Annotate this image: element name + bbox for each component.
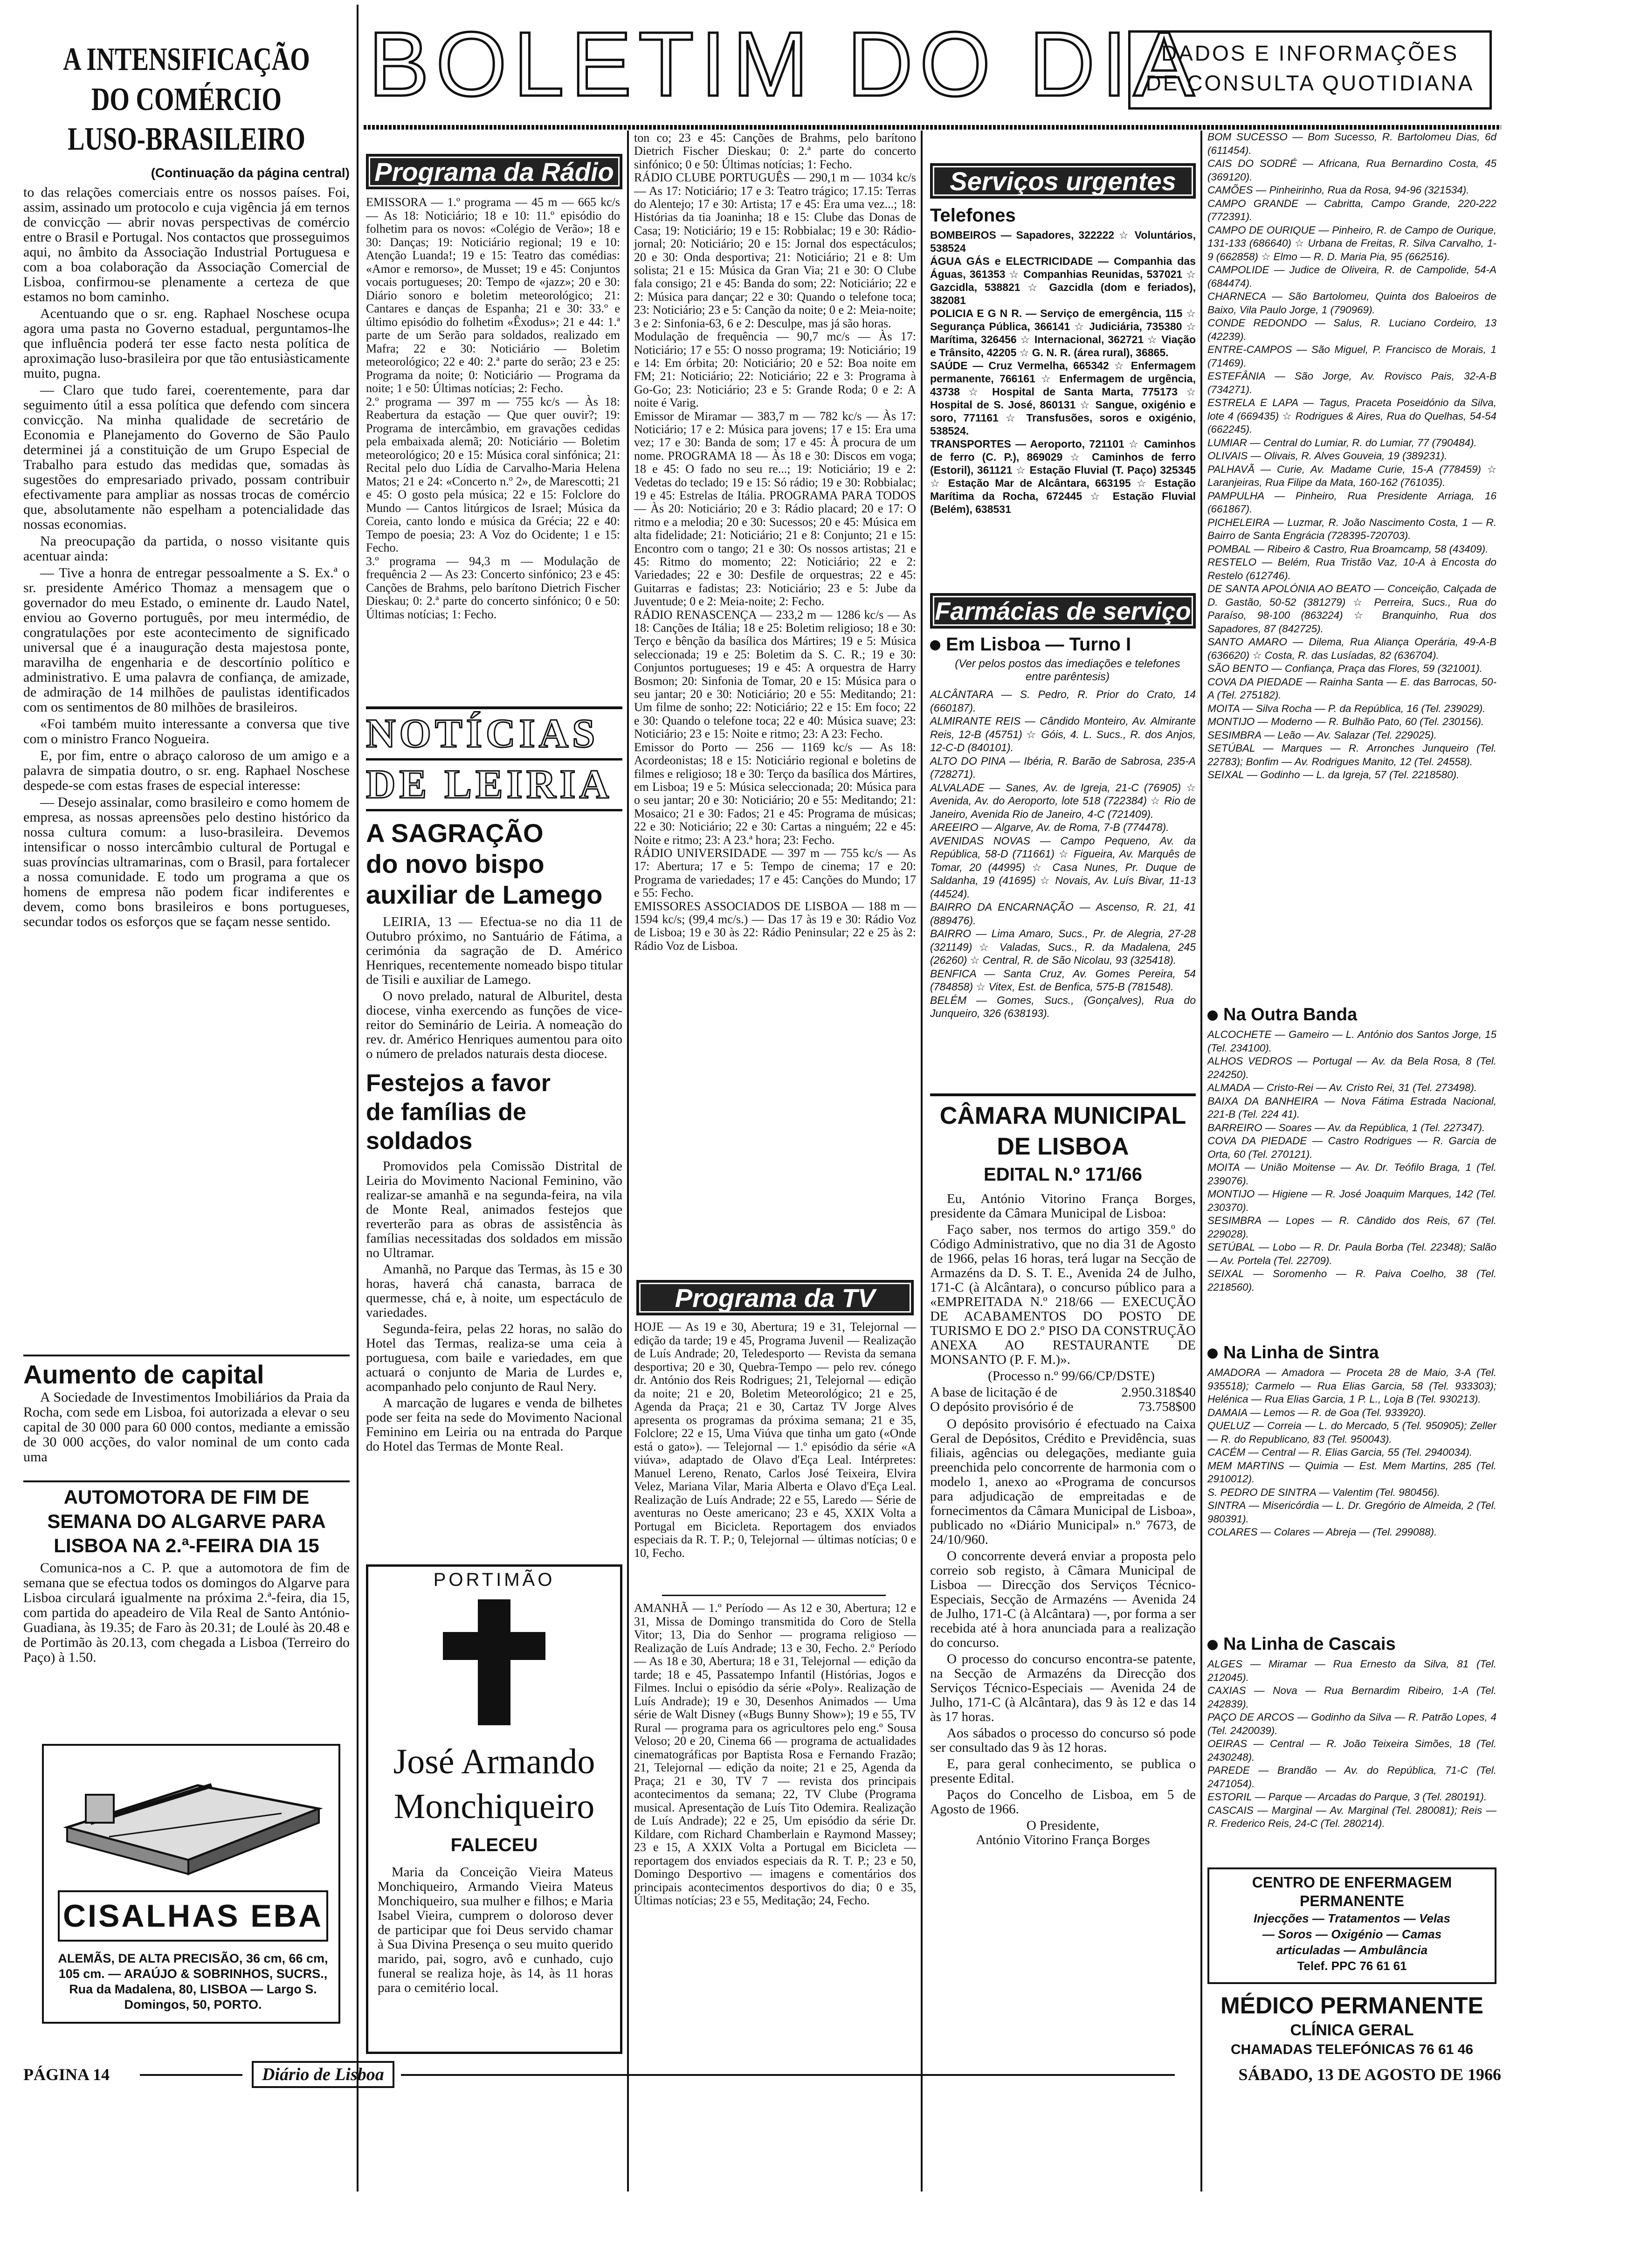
article-paragraph: Promovidos pela Comissão Distrital de Leiria do Movimento Nacional Feminino, vão realizar-se amanhã e na segunda-feira, na vila de Monte Real, animados festejos que reverterão para as obras de assistência às famílias necessitadas dos soldados em missão no Ultramar. [366, 1159, 622, 1260]
article-paragraph: Segunda-feira, pelas 22 horas, no salão do Hotel das Termas, realiza-se uma ceia à portuguesa, com baile e variedades, em que actuará o conjunto de Maria de Lurdes e, acompanhado pelo conjunto de Raul Nery. [366, 1321, 622, 1394]
farmacias-lisboa-continued: BOM SUCESSO — Bom Sucesso, R. Bartolomeu Dias, 6d (611454). CAIS DO SODRÉ — Africana, Rua Bernardino Costa, 45 (369120). CAMÕES — Pinheirinho, Rua da Rosa, 94-96 (321534). CAMPO GRANDE — Cabritta, Campo Grande, 220-222 (772391). CAMPO DE OURIQUE — Pinheiro, R. de Campo de Ourique, 131-133 (686640) ☆ Urbana de Freitas, R. Silva Carvalho, 1-9 (662858) ☆ Elmo — R. D. Maria Pia, 95 (662516). CAMPOLIDE — Judice de Oliveira, R. de Campolide, 54-A (684474). CHARNECA — São Bartolomeu, Quinta dos Baloeiros de Baixo, Vila Paulo Jorge, 1 (790969). CONDE REDONDO — Salus, R. Luciano Cordeiro, 13 (42239). ENTRE-CAMPOS — São Miguel, P. Francisco de Morais, 1 (71469). ESTEFÂNIA — São Jorge, Av. Rovisco Pais, 32-A-B (734271). ESTRELA E LAPA — Tagus, Praceta Poseidónio da Silva, lote 4 (669435) ☆ Rodrigues & Aires, Rua do Quelhas, 54-54 (662245). LUMIAR — Central do Lumiar, R. do Lumiar, 77 (790484). OLIVAIS — Olivais, R. Alves Gouveia, 19 (389231). PALHAVÃ — Curie, Av. Madame Curie, 15-A (778459) ☆ Laranjeiras, Rua Filipe da Mata, 160-162 (761035). PAMPULHA — Pinheiro, Rua Presidente Arriaga, 16 (661867). PICHELEIRA — Luzmar, R. João Nascimento Costa, 1 — R. Bairro de Santa Engrácia (728395-720703). POMBAL — Ribeiro & Castro, Rua Broamcamp, 58 (43409). RESTELO — Belém, Rua Tristão Vaz, 10-A à Encosta do Restelo (612746). DE SANTA APOLÓNIA AO BEATO — Conceição, Calçada de D. Gastão, 50-52 (381279) ☆ Perreira, Sucs., Rua do Paraíso, 98-100 (863224) ☆ Branquinho, Rua dos Sapadores, 87 (842725). SANTO AMARO — Dilema, Rua Aliança Operária, 49-A-B (636620) ☆ Costa, R. das Lusíadas, 82 (636704). SÃO BENTO — Confiança, Praça das Flores, 59 (321001). COVA DA PIEDADE — Rainha Santa — E. das Barrocas, 50-A (Tel. 275182). MOITA — Silva Rocha — P. da República, 16 (Tel. 239029). MONTIJO — Moderno — R. Bulhão Pato, 60 (Tel. 230156). SESIMBRA — Leão — Av. Salazar (Tel. 229025). SETÚBAL — Marques — R. Arronches Junqueiro (Tel. 22783); Bonfim — Av. Rodrigues Manito, 12 (Tel. 24558). SEIXAL — Godinho — L. da Igreja, 57 (Tel. 2218580). [1207, 131, 1496, 781]
article-paragraph: — Claro que tudo farei, coerentemente, para dar seguimento útil a essa política que defendo com sincera convicção. Na minha qualidade de secretário de Economia e Planejamento do Governo de São Paulo determinei já a constituição de um Grupo Especial de Trabalho para estudo das medidas que, somadas às sugestões do empresariado privado, possam contribuir efectivamente para ampliar as nossas trocas de comércio que, absolutamente não espelham a potencialidade das nossas economias. [23, 382, 350, 532]
article-paragraph: E, para geral conhecimento, se publica o presente Edital. [930, 1756, 1196, 1786]
article-paragraph: Acentuando que o sr. eng. Raphael Noschese ocupa agora uma pasta no Governo estadual, perguntamos-lhe que influência poderá ter esse facto nesta política de aproximação luso-brasileira por que tão entusiàsticamente muito, pugna. [23, 305, 350, 381]
masthead [364, 5, 1622, 145]
cascais-title [1207, 1634, 1396, 1654]
masthead-rule [364, 125, 1501, 130]
medico-box [1207, 1991, 1496, 2059]
base-licitacao-value: 2.950.318$40 [1121, 1385, 1196, 1400]
machine-illustration [58, 1757, 328, 1883]
article-automotora-body: Comunica-nos a C. P. que a automotora de fim de semana que se efectua todos os domingos do Algarve para Lisboa circulará igualmente na próxima 2.ª-feira, dia 15, com partida do apeadeiro de Vila Real de Santo António-Guadiana, às 19.35; de Faro às 20.31; de Loulé às 20.48 e de Portimão às 20.13, com chegada a Lisboa (Terreiro do Paço) à 1.50. [23, 1560, 350, 1665]
sagracao-headline-1: A SAGRAÇÃO [366, 818, 544, 848]
article-paragraph: A marcação de lugares e venda de bilhetes pode ser feita na sede do Movimento Nacional Feminino em Leiria ou na entrada do Parque do Hotel das Termas de Monte Real. [366, 1396, 622, 1454]
outra-banda-list: ALCOCHETE — Gameiro — L. António dos Santos Jorge, 15 (Tel. 234100). ALHOS VEDROS — Portugal — Av. da Bela Rosa, 8 (Tel. 224250). ALMADA — Cristo-Rei — Av. Cristo Rei, 31 (Tel. 273498). BAIXA DA BANHEIRA — Nova Fátima Estrada Nacional, 221-B (Tel. 224 41). BARREIRO — Soares — Av. da República, 1 (Tel. 227347). COVA DA PIEDADE — Castro Rodrigues — R. Garcia de Orta, 60 (Tel. 270121). MOITA — União Moitense — Av. Dr. Teófilo Braga, 1 (Tel. 239076). MONTIJO — Higiene — R. José Joaquim Marques, 142 (Tel. 230370). SESIMBRA — Lopes — R. Cândido dos Reis, 67 (Tel. 229028). SETÚBAL — Lobo — R. Dr. Paula Borba (Tel. 22348); Salão — Av. Portela (Tel. 22709). SEIXAL — Soromenho — R. Paiva Coelho, 38 (Tel. 2218560). [1207, 1029, 1496, 1293]
article-paragraph: (Processo n.º 99/66/CP/DSTE) [988, 1369, 1155, 1383]
column-rule-4 [1200, 131, 1202, 2192]
article-capital [23, 1359, 350, 1465]
bullet-icon [1207, 1348, 1218, 1359]
article-paragraph: to das relações comerciais entre os nossos países. Foi, assim, assinado um protocolo e cuja vigência já em ternos de convicção — abrir novas perspectivas de comércio entre o Brasil e Portugal. Nos contactos que prosseguimos aqui, no âmbito da Associação Industrial Portuguesa e com a boa colaboração da Associação Comercial de Lisboa, confirmou-se plenamente a certeza de que estamos no bom caminho. [23, 184, 350, 304]
footer [23, 2061, 1501, 2089]
column-rule-3 [921, 131, 923, 2192]
article-paragraph: Eu, António Vitorino França Borges, presidente da Câmara Municipal de Lisboa: [930, 1191, 1196, 1221]
sagracao-headline-2: do novo bispo [366, 849, 545, 878]
article-paragraph: — Desejo assinalar, como brasileiro e como homem de empresa, as nossas apreensões pelo destino histórico da nossa cultura comum: a luso-brasileira. Devemos intensificar o nosso intercâmbio cultural de Portugal e suas províncias ultramarinas, com o Brasil, para fortalecer a nossa comunidade. E todo um programa a que os homens de empresa não podem ficar indiferentes e devem, como bons brasileiros e bons portugueses, secundar todos os esforços que se façam nesse sentido. [23, 794, 350, 929]
masthead-title: BOLETIM DO DIA [368, 13, 1201, 115]
divider [662, 1595, 886, 1596]
bullet-icon [930, 640, 940, 650]
telefones-list: BOMBEIROS — Sapadores, 322222 ☆ Voluntários, 538524 ÁGUA GÁS e ELECTRICIDADE — Companhia das Águas, 361353 ☆ Companhias Reunidas, 537021 ☆ Gazcidla, 538821 ☆ Gazcidla (dom e feriados), 382081 POLICIA E G N R. — Serviço de emergência, 115 ☆ Segurança Pública, 366141 ☆ Judiciária, 735380 ☆ Marítima, 326456 ☆ Internacional, 362721 ☆ Viação e Trânsito, 42205 ☆ G. N. R. (área rural), 36865. SAÚDE — Cruz Vermelha, 665342 ☆ Enfermagem permanente, 766161 ☆ Enfermagem de urgência, 43738 ☆ Hospital de Santa Marta, 775173 ☆ Hospital de S. José, 860131 ☆ Sangue, oxigénio e soro, 771161 ☆ Transfusões, soros e oxigénio, 538524. TRANSPORTES — Aeroporto, 721101 ☆ Caminhos de ferro (C. P.), 869029 ☆ Caminhos de ferro (Estoril), 361121 ☆ Estação Fluvial (T. Paço) 325345 ☆ Estação Mar de Alcântara, 663195 ☆ Estação Marítima da Rocha, 672445 ☆ Estação Fluvial (Belém), 638531 [930, 229, 1196, 515]
shear-machine-icon [58, 1757, 328, 1883]
article-paragraph: O processo do concurso encontra-se patente, na Secção de Armazéns da Direcção dos Serviços Técnico-Especiais — Avenida 24 de Julho, 171-C (à Alcântara), das 9 às 12 e das 14 às 17 horas. [930, 1652, 1196, 1724]
tv-header: Programa da TV [636, 1280, 914, 1315]
sintra-list: AMADORA — Amadora — Proceta 28 de Maio, 3-A (Tel. 935518); Carmelo — Rua Elias Garcia, 58 (Tel. 933303); Helénica — Rua Elias Garcia, 1 P. L., Loja B (Tel. 930213). DAMAIA — Lemos — R. de Goa (Tel. 933920). QUELUZ — Correia — L. do Mercado, 5 (Tel. 950905); Zeller — R. do Republicano, 83 (Tel. 950043). CACÉM — Central — R. Elias Garcia, 55 (Tel. 2940034). MEM MARTINS — Quimia — Est. Mem Martins, 285 (Tel. 2910012). S. PEDRO DE SINTRA — Valentim (Tel. 980456). SINTRA — Misericórdia — L. Dr. Gregório de Almeida, 2 (Tel. 980391). COLARES — Colares — Abreja — (Tel. 299088). [1207, 1367, 1496, 1538]
farmacias-header: Farmácias de serviço [930, 593, 1196, 629]
masthead-subtitle-line1: DADOS E INFORMAÇÕES [1161, 41, 1459, 65]
sintra-title-text: Na Linha de Sintra [1223, 1343, 1379, 1362]
ad-cisalhas [42, 1744, 340, 2024]
enfermagem-box [1207, 1867, 1496, 1984]
article-paragraph: O depósito provisório é efectuado na Caixa Geral de Depósitos, Crédito e Previdência, suas filiais, agências ou delegações, mediante guia preenchida pelo concorrente de harmonia com o modelo 1, anexo ao «Programa de concursos para adjudicação de empreitadas e de fornecimentos da Câmara Municipal de Lisboa», publicado no «Diário Municipal» n.º 7673, de 24/10/960. [930, 1417, 1196, 1547]
column-rule-2 [627, 131, 629, 2192]
masthead-subtitle-line2: DE CONSULTA QUOTIDIANA [1145, 71, 1475, 95]
enfermagem-title-1: CENTRO DE ENFERMAGEM [1252, 1874, 1452, 1891]
telefones-title: Telefones [930, 205, 1016, 226]
obituary-name-1: José Armando [393, 1742, 595, 1781]
cascais-list: ALGES — Miramar — Rua Ernesto da Silva, 81 (Tel. 212045). CAXIAS — Nova — Rua Bernardim Ribeiro, 1-A (Tel. 242839). PAÇO DE ARCOS — Godinho da Silva — R. Patrão Lopes, 4 (Tel. 2420039). OEIRAS — Central — R. João Teixeira Simões, 18 (Tel. 2430248). PAREDE — Brandão — Av. do República, 71-C (Tel. 2471054). ESTORIL — Parque — Arcadas do Parque, 3 (Tel. 280191). CASCAIS — Marginal — Av. Marginal (Tel. 280081); Reis — R. Frederico Reis, 24-C (Tel. 280214). [1207, 1658, 1496, 1829]
radio-col1: EMISSORA — 1.º programa — 45 m — 665 kc/s — As 18: Noticiário; 18 e 10: 11.º episódio do folhetim para os novos: «Colégio de Verão»; 18 e 30: Danças; 19: Noticiário regional; 19 e 10: Atenção Luanda!; 19 e 15: Teatro das comédias: «Amor e remorso», de Musset; 19 e 45: Conjuntos vocais portugueses; 20: Tempo de «jazz»; 20 e 30: Diário sonoro e boletim meteorológico; 21: Cantares e danças de Espanha; 21 e 30: 33.º e último episódio do folhetim «Êxodus»; 21 e 44: 1.ª parte de um Serão para soldados, realizado em Mafra; 22 e 30: Noticiário — Boletim meteorológico; 22 e 40: 2.ª parte do serão; 23 e 25: Programa da noite; 0: Noticiário — Programa da noite; 1 e 50: Últimas notícias; 2: Fecho. 2.º programa — 397 m — 755 kc/s — Às 18: Reabertura da estação — Que quer ouvir?; 19: Programa de intercâmbio, em gravações cedidas pela embaixada alemã; 20: Noticiário — Boletim meteorológico; 20 e 15: Música coral sinfónica; 21: Recital pelo duo Lídia de Carvalho-Maria Helena Matos; 21 e 24: «Concerto n.º 2», de Marescotti; 21 e 45: O gosto pela música; 22 e 15: Folclore do Mundo — Cantos litúrgicos de Israel; Música da Coreia, canto londo e música da Grécia; 22 e 40: Tempo de poesia; 23: A Voz do Ocidente; 1 e 15: Fecho. 3.º programa — 94,3 m — Modulação de frequência 2 — As 23: Concerto sinfónico; 23 e 45: Canções de Brahms, pelo barítono Dietrich Fischer Dieskau; 0: 2.ª parte do concerto sinfónico; 0 e 50: Últimas notícias; 1: Fecho. [366, 195, 620, 621]
article-paragraph: Paços do Concelho de Lisboa, em 5 de Agosto de 1966. [930, 1787, 1196, 1817]
obituary-status: FALECEU [450, 1835, 538, 1855]
divider [930, 1093, 1196, 1096]
enfermagem-line-3: articuladas — Ambulância [1276, 1943, 1428, 1957]
article-paragraph: «Foi também muito interessante a conversa que tive com o ministro Franco Nogueira. [23, 716, 350, 747]
obituary-name [368, 1739, 620, 1829]
festejos-headline-1: Festejos a favor [366, 1070, 551, 1097]
ad-cisalhas-brand: CISALHAS EBA [58, 1890, 328, 1942]
medico-phone: CHAMADAS TELEFÓNICAS 76 61 46 [1230, 2042, 1474, 2057]
ad-cisalhas-text: ALEMÃS, DE ALTA PRECISÃO, 36 cm, 66 cm, 105 cm. — ARAÚJO & SOBRINHOS, SUCRS., Rua da Madalena, 80, LISBOA — Largo S. Domingos, 50, PORTO. [58, 1951, 328, 2012]
camara-headline-2: DE LISBOA [997, 1133, 1129, 1160]
article-paragraph: LEIRIA, 13 — Efectua-se no dia 11 de Outubro próximo, no Santuário de Fátima, a cerimónia da sagração de D. Américo Henriques, recentemente nomeado bispo titular de Tisili e auxiliar de Lamego. [366, 914, 622, 987]
cross-icon [368, 1595, 620, 1730]
footer-date: SÁBADO, 13 DE AGOSTO DE 1966 [1238, 2065, 1501, 2084]
noticias-leiria-header-1: NOTÍCIAS [366, 711, 599, 756]
enfermagem-title-2: PERMANENTE [1299, 1893, 1404, 1909]
article-comercio-headline-3: LUSO-BRASILEIRO [68, 121, 305, 158]
signature-title: O Presidente, [1026, 1818, 1100, 1833]
footer-paper-name: Diário de Lisboa [252, 2061, 394, 2088]
cascais-title-text: Na Linha de Cascais [1223, 1634, 1396, 1654]
masthead-subtitle-box [1128, 30, 1492, 110]
deposito-value: 73.758$00 [1138, 1399, 1196, 1414]
deposito-label: O depósito provisório é de [930, 1399, 1074, 1414]
noticias-leiria-header-2: DE LEIRIA [366, 762, 613, 807]
column-rule-1 [357, 5, 359, 2192]
tv-hoje: HOJE — As 19 e 30, Abertura; 19 e 31, Telejornal — edição da tarde; 19 e 45, Programa Juvenil — Realização de Luís Andrade; 20, Teledesporto — Revista da semana desportiva; 20 e 30, Quebra-Tempo — pelo rev. cónego dr. António dos Reis Rodrigues; 21, Telejornal — edição da noite; 21 e 20, Boletim Meteorológico; 21 e 25, Agenda da Praça; 21 e 30, Cartaz TV Jorge Alves apresenta os programas da próxima semana; 21 e 35, Folclore; 22 e 15, Uma Viúva que tinha um gato («Onde está o gato»). — Telejornal — 1.º episódio da série «A viúva», adaptado de Olavo d'Eça Leal. Intérpretes: Manuel Lereno, Renato, Carlos José Teixeira, Elvira Velez, Mariana Vilar, Maria Alberta e Olavo d'Eça Leal. Realização de Luís Andrade; 22 e 55, Laredo — Série de aventuras no Oeste americano; 23 e 45, XXIX Volta a Portugal em Bicicleta. Reportagem dos enviados especiais da R. T. P.; 0, Telejornal — últimas notícias; 0 e 10, Fecho. [634, 1320, 916, 1560]
lisboa-title-text: Em Lisboa — Turno I [946, 634, 1131, 655]
sagracao-headline-3: auxiliar de Lamego [366, 880, 603, 909]
outra-banda-title-text: Na Outra Banda [1223, 1005, 1358, 1024]
obituary-name-2: Monchiqueiro [393, 1787, 595, 1826]
article-comercio-headline-1: A INTENSIFICAÇÃO [63, 41, 310, 77]
article-paragraph: Aos sábados o processo do concurso só pode ser consultado das 9 às 12 horas. [930, 1726, 1196, 1755]
medico-title: MÉDICO PERMANENTE [1220, 1992, 1483, 2019]
divider [23, 1355, 350, 1356]
base-licitacao-label: A base de licitação é de [930, 1385, 1057, 1400]
bullet-icon [1207, 1010, 1218, 1021]
bullet-icon [1207, 1640, 1218, 1650]
noticias-leiria [366, 712, 622, 1456]
radio-col2: ton co; 23 e 45: Canções de Brahms, pelo barítono Dietrich Fischer Dieskau; 0: 2.ª parte do concerto sinfónico; 0 e 50: Últimas notícias; 1: Fecho. RÁDIO CLUBE PORTUGUÊS — 290,1 m — 1034 kc/s — As 17: Noticiário; 17 e 3: Teatro trágico; 17.15: Terras do Alentejo; 17 e 30: Artista; 17 e 45: Era uma vez...; 18: Histórias da tia Joaninha; 18 e 15: Clube das Donas de Casa; 19: Noticiário; 19 e 15: Robbialac; 19 e 30: Rádio-jornal; 20: Noticiário; 20 e 15: Jornal dos espectáculos; 20 e 30: Onda desportiva; 21: Noticiário; 21 e 8: Um solista; 21 e 15: Música da Gran Via; 21 e 30: O Clube fala consigo; 21 e 45: Banda do som; 22: Noticiário; 22 e 2: Música para dançar; 22 e 30: Quando o telefone toca; 23: Noticiário; 23 e 5: Canção da noite; 0 e 2: Meia-noite; 3 e 2: Sinfonia-63, 6 e 2: Desculpe, mas já são horas. Modulação de frequência — 90,7 mc/s — Às 17: Noticiário; 17 e 55: O nosso programa; 19: Noticiário; 19 e 14: Em órbita; 20: Noticiário; 20 e 52: Boa noite em FM; 21: Noticiário; 22: Noticiário; 22 e 3: Programa à Go-Go; 23: Noticiário; 23 e 5: Grande Roda; 0 e 2: A noite é Varig. Emissor de Miramar — 383,7 m — 782 kc/s — Às 17: Noticiário; 17 e 2: Música para jovens; 17 e 15: Era uma vez; 17 e 30: Banda de som; 17 e 45: À procura de um nome. PROGRAMA 18 — Às 18 e 30: Discos em voga; 18 e 45: O fado no seu re...; 19: Noticiário; 19 e 2: Vedetas do teclado; 19 e 15: Só rádio; 19 e 30: Robbialac; 19 e 45: Estrelas de Itália. PROGRAMA PARA TODOS — Às 20: Noticiário; 20 e 3: Rádio placard; 20 e 17: O ritmo e a melodia; 20 e 30: Sucessos; 20 e 45: Música em alta fidelidade; 21: Noticiário; 21 e 8: Conjunto; 21 e 15: Encontro com o tango; 21 e 30: Os nossos artistas; 21 e 45: Ritmo do momento; 22: Noticiário; 22 e 2: Variedades; 22 e 30: Desfile de orquestras; 22 e 45: Guitarras e fadistas; 23: Noticiário; 23 e 5: Jube da Juventude; 0 e 2: Meia-noite; 2: Fecho. RÁDIO RENASCENÇA — 233,2 m — 1286 kc/s — As 18: Canções de Itália; 18 e 25: Boletim religioso; 18 e 30: Terço e bênção da basílica dos Mártires; 19 e 5: Música seleccionada; 19 e 25: Boletim da S. C. R.; 19 e 30: Conjuntos portugueses; 19 e 45: A orquestra de Harry Bosmon; 20: Sinfonia de Tomar, 20 e 15: Música para o seu jantar; 20 e 30: Noticiário; 20 e 55: Meditando; 21: Um filme de sonho; 22: Noticiário; 22 e 15: Em foco; 22 e 30: Quando o telefone toca; 22 e 40: Música suave; 23: Noticiário; 23 e 15: Noite e ritmo; 23: A 23: Fecho. Emissor do Porto — 256 — 1169 kc/s — As 18: Acordeonistas; 18 e 15: Noticiário regional e boletins de filmes e religioso; 18 e 30: Terço da basílica dos Mártires, em Lisboa; 19 e 5: Música seleccionada; 20: Música para o seu jantar; 20 e 30: Noticiário; 20 e 55: Meditando; 21: Mosaico; 21 e 30: Fados; 21 e 45: Programa de músicas; 22 e 30: Noticiário; 22 e 30: Cartas a ninguém; 22 e 45: Noite e ritmo; 23: A 23.ª hora; 23: Fecho. RÁDIO UNIVERSIDADE — 397 m — 755 kc/s — As 17: Abertura; 17 e 5: Tempo de cinema; 17 e 20: Programa de variedades; 17 e 45: Canções do Mundo; 17 e 55: Fecho. EMISSORES ASSOCIADOS DE LISBOA — 188 m — 1594 kc/s; (99,4 mc/s.) — Das 17 às 19 e 30: Rádio Voz de Lisboa; 19 e 30 às 22: Rádio Peninsular; 22 e 25 às 2: Rádio Voz de Lisboa. [634, 131, 916, 953]
footer-page-number: PÁGINA 14 [23, 2065, 110, 2084]
radio-header: Programa da Rádio [366, 154, 622, 189]
tv-amanha: AMANHÃ — 1.º Período — As 12 e 30, Abertura; 12 e 31, Missa de Domingo transmitida do Coro de Stella Vitor; 13, Dia do Senhor — programa religioso — Realização de Luís Andrade; 13 e 30, Fecho. 2.º Período — As 18 e 30, Abertura; 18 e 31, Telejornal — edição da tarde; 18 e 45, Passatempo Infantil (Histórias, Jogos e Filmes. Inclui o episódio da série «Poly». Realização de Luís Andrade); 19 e 30, Desenhos Animados — Uma série de Walt Disney («Bugs Bunny Show»); 19 e 55, TV Rural — programa para os agricultores pelo eng.º Sousa Veloso; 20 e 20, Cinema 66 — programa de actualidades cinematográficas por Baptista Rosa e Fernando Frazão; 21, Telejornal — edição da noite; 21 e 25, Agenda da Praça; 21 e 30, TV 7 — revista dos principais acontecimentos da semana; 22, TV Clube (Programa musical. Apresentação de Luís Tito Odemira. Realização de Luís Andrade); 22 e 25, Um episódio da série Dr. Kildare, com Richard Chamberlain e Raymond Massey; 23 e 15, A XXIX Volta a Portugal em Bicicleta — reportagem dos enviados especiais da R. T. P.; 23 e 50, Domingo Desportivo — imagens e comentários dos principais acontecimentos desportivos do dia; 0 e 35, Últimas notícias; 23 e 55, Meditação; 24, Fecho. [634, 1601, 916, 1907]
article-paragraph: O novo prelado, natural de Alburitel, desta diocese, vinha exercendo as funções de vice-reitor do Seminário de Leiria. A nomeação do rev. dr. Américo Henriques aumentou para oito o número de prelados naturais desta diocese. [366, 989, 622, 1061]
article-paragraph: Faço saber, nos termos do artigo 359.º do Código Administrativo, que no dia 31 de Agosto de 1966, pelas 16 horas, terá lugar na Secção de Armazéns da D. S. T. E., Avenida 24 de Julho, 171-C (à Alcântara), o concurso público para a «EMPREITADA N.º 218/66 — EXECUÇÃO DE ACABAMENTOS DO POSTO DE TURISMO E DO 2.º PISO DA CONSTRUÇÃO ANEXA AO RESTAURANTE DE MONSANTO (P. F. M.)». [930, 1222, 1196, 1367]
article-comercio-headline-2: DO COMÉRCIO [91, 81, 282, 118]
obituary-box [366, 1564, 622, 2054]
signature-name: António Vitorino França Borges [976, 1832, 1150, 1847]
obituary-body: Maria da Conceição Vieira Mateus Monchiqueiro, Armando Vieira Mateus Monchiqueiro, sua mulher e filhos; e Maria Isabel Vieira, cumprem o doloroso dever de participar que foi Deus servido chamar à Sua Divina Presença o seu muito querido marido, pai, sogro, avô e cunhado, cujo funeral se realiza hoje, às 14, às 11 horas para o cemitério local. [378, 1865, 613, 1995]
article-paragraph: Na preocupação da partida, o nosso visitante quis acentuar ainda: [23, 533, 350, 564]
sagracao-headline [366, 818, 622, 910]
camara-headline-1: CÂMARA MUNICIPAL [939, 1102, 1186, 1129]
article-capital-body: A Sociedade de Investimentos Imobiliários da Praia da Rocha, com sede em Lisboa, foi autorizada a elevar o seu capital de 30 000 para 60 000 contos, mediante a emissão de 30 000 acções, do valor nominal de um conto cada uma [23, 1390, 350, 1465]
deposito-row [930, 1400, 1196, 1414]
article-comercio-continuation: (Continuação da página central) [151, 165, 350, 180]
article-comercio [23, 42, 350, 931]
servicos-header: Serviços urgentes [930, 163, 1196, 199]
outra-banda-title [1207, 1005, 1357, 1025]
sintra-title [1207, 1343, 1379, 1363]
article-paragraph: E, por fim, entre o abraço caloroso de um amigo e a palavra de simpatia doutro, o sr. eng. Raphael Noschese despede-se com estas frases de especial interesse: [23, 747, 350, 793]
base-licitacao-row [930, 1385, 1196, 1400]
divider [366, 706, 622, 709]
enfermagem-line-1: Injecções — Tratamentos — Velas [1254, 1911, 1450, 1925]
camara-edital [930, 1100, 1196, 1847]
festejos-headline-2: de famílias de soldados [366, 1099, 526, 1155]
sagracao-body [366, 915, 622, 1061]
article-comercio-body [23, 185, 350, 929]
article-paragraph: O concorrente deverá enviar a proposta pelo correio sob registo, à Câmara Municipal de Lisboa — Direcção dos Serviços Técnico-Especiais, Secção de Armazéns — Avenida 24 de Julho, 171-C (à Alcântara) —, por forma a ser recebida até à hora anunciada para a realização do concurso. [930, 1549, 1196, 1650]
lisboa-title [930, 634, 1196, 655]
article-paragraph: — Tive a honra de entregar pessoalmente a S. Ex.ª o sr. presidente Américo Thomaz a mensagem que o governador do meu Estado, o eminente dr. Laudo Natel, enviou ao Governo português, por meu intermédio, de congratulações por este acontecimento de significado universal que é a inauguração desta majestosa ponte, maravilha de engenharia e de descortínio político e administrativo. E uma palavra de confiança, de amizade, de admiração de 14 milhões de paulistas identificados com os sentimentos de 80 milhões de brasileiros. [23, 565, 350, 715]
enfermagem-line-2: — Soros — Oxigénio — Camas [1262, 1927, 1442, 1941]
obituary-place: PORTIMÃO [433, 1570, 555, 1590]
article-capital-headline: Aumento de capital [23, 1360, 264, 1389]
enfermagem-phone: Telef. PPC 76 61 61 [1297, 1959, 1407, 1973]
festejos-body [366, 1159, 622, 1454]
lisboa-list: ALCÂNTARA — S. Pedro, R. Prior do Crato, 14 (660187). ALMIRANTE REIS — Cândido Monteiro, Av. Almirante Reis, 12-B (45751) ☆ Góis, 4. L. Sucs., R. dos Anjos, 12-C-D (840101). ALTO DO PINA — Ibéria, R. Barão de Sabrosa, 235-A (728271). ALVALADE — Sanes, Av. de Igreja, 21-C (76905) ☆ Avenida, Av. do Aeroporto, lote 518 (722384) ☆ Rio de Janeiro, Avenida Rio de Janeiro, 4-C (721409). AREEIRO — Algarve, Av. de Roma, 7-B (774478). AVENIDAS NOVAS — Campo Pequeno, Av. da República, 58-D (711661) ☆ Figueira, Av. Marquês de Tomar, 20 (44995) ☆ Casa Nunes, Pr. Duque de Saldanha, 19 (41695) ☆ Novais, Av. Luís Bivar, 11-13 (44524). BAIRRO DA ENCARNAÇÃO — Ascenso, R. 21, 41 (889476). BAIRRO — Lima Amaro, Sucs., Pr. de Alegria, 27-28 (321149) ☆ Valadas, Sucs., R. da Madalena, 245 (26260) ☆ Central, R. de São Nicolau, 93 (325418). BENFICA — Santa Cruz, Av. Gomes Pereira, 54 (784858) ☆ Vitex, Est. de Benfica, 575-B (781548). BELÉM — Gomes, Sucs., (Gonçalves), Rua do Junqueiro, 326 (638193). [930, 688, 1196, 1019]
article-automotora [23, 1485, 350, 1665]
camara-body [930, 1192, 1196, 1847]
festejos-headline [366, 1069, 622, 1155]
article-paragraph: Amanhã, no Parque das Termas, às 15 e 30 horas, haverá chá canasta, barraca de quermesse, chá e, à noite, um espectáculo de variedades. [366, 1262, 622, 1320]
lisboa-note: (Ver pelos postos das imediações e telefones entre parêntesis) [955, 657, 1180, 683]
divider [23, 1480, 350, 1482]
article-automotora-headline: AUTOMOTORA DE FIM DE SEMANA DO ALGARVE PARA LISBOA NA 2.ª-FEIRA DIA 15 [47, 1486, 326, 1556]
camara-edital-number: EDITAL N.º 171/66 [984, 1164, 1142, 1185]
medico-subtitle: CLÍNICA GERAL [1290, 2021, 1414, 2039]
